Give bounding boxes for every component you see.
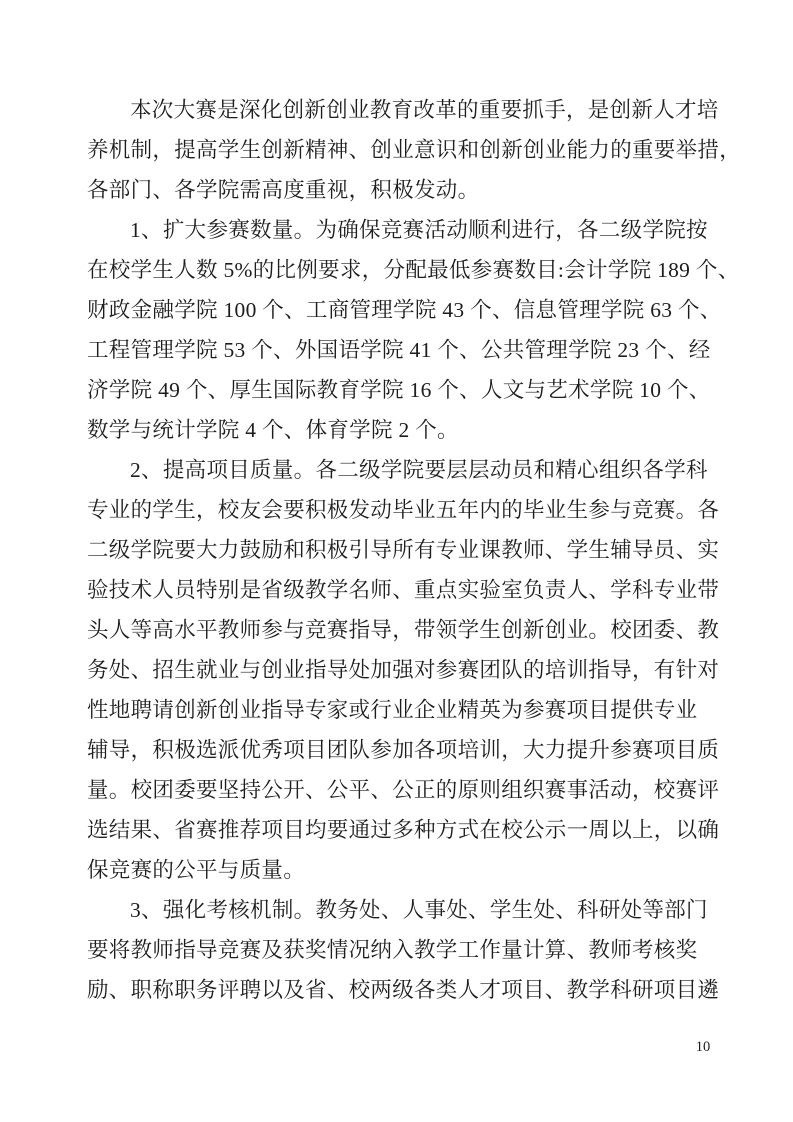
text-line: 励、职称职务评聘以及省、校两级各类人才项目、教学科研项目遴 [87, 978, 720, 1002]
paragraph [87, 890, 720, 1010]
text-line: 辅导，积极选派优秀项目团队参加各项培训，大力提升参赛项目质 [87, 738, 720, 762]
text-line: 工程管理学院 53 个、外国语学院 41 个、公共管理学院 23 个、经 [87, 338, 711, 362]
paragraph [87, 450, 720, 890]
text-line: 性地聘请创新创业指导专家或行业企业精英为参赛项目提供专业 [87, 698, 698, 722]
text-line: 二级学院要大力鼓励和积极引导所有专业课教师、学生辅导员、实 [87, 538, 720, 562]
text-line: 验技术人员特别是省级教学名师、重点实验室负责人、学科专业带 [87, 578, 720, 602]
text-line: 要将教师指导竞赛及获奖情况纳入教学工作量计算、教师考核奖 [87, 938, 698, 962]
text-line: 养机制，提高学生创新精神、创业意识和创新创业能力的重要举措， [87, 138, 742, 162]
document-body [87, 90, 742, 1010]
text-line: 各部门、各学院需高度重视，积极发动。 [87, 178, 480, 202]
text-line: 本次大赛是深化创新创业教育改革的重要抓手，是创新人才培 [130, 98, 719, 122]
text-line: 头人等高水平教师参与竞赛指导，带领学生创新创业。校团委、教 [87, 618, 720, 642]
text-line: 保竞赛的公平与质量。 [87, 858, 306, 882]
text-line: 济学院 49 个、厚生国际教育学院 16 个、人文与艺术学院 10 个、 [87, 378, 711, 402]
text-line: 1、扩大参赛数量。为确保竞赛活动顺利进行，各二级学院按 [130, 218, 708, 242]
paragraph [87, 90, 742, 210]
text-line: 2、提高项目质量。各二级学院要层层动员和精心组织各学科 [130, 458, 708, 482]
text-line: 在校学生人数 5%的比例要求，分配最低参赛数目:会计学院 189 个、 [87, 258, 740, 282]
text-line: 财政金融学院 100 个、工商管理学院 43 个、信息管理学院 63 个、 [87, 298, 722, 322]
text-line: 务处、招生就业与创业指导处加强对参赛团队的培训指导，有针对 [87, 658, 720, 682]
page-number: 10 [695, 1039, 711, 1055]
text-line: 专业的学生，校友会要积极发动毕业五年内的毕业生参与竞赛。各 [87, 498, 720, 522]
paragraph [87, 210, 740, 450]
text-line: 数学与统计学院 4 个、体育学院 2 个。 [87, 418, 459, 442]
text-line: 量。校团委要坚持公开、公平、公正的原则组织赛事活动，校赛评 [87, 778, 720, 802]
text-line: 3、强化考核机制。教务处、人事处、学生处、科研处等部门 [130, 898, 708, 922]
text-line: 选结果、省赛推荐项目均要通过多种方式在校公示一周以上，以确 [87, 818, 720, 842]
